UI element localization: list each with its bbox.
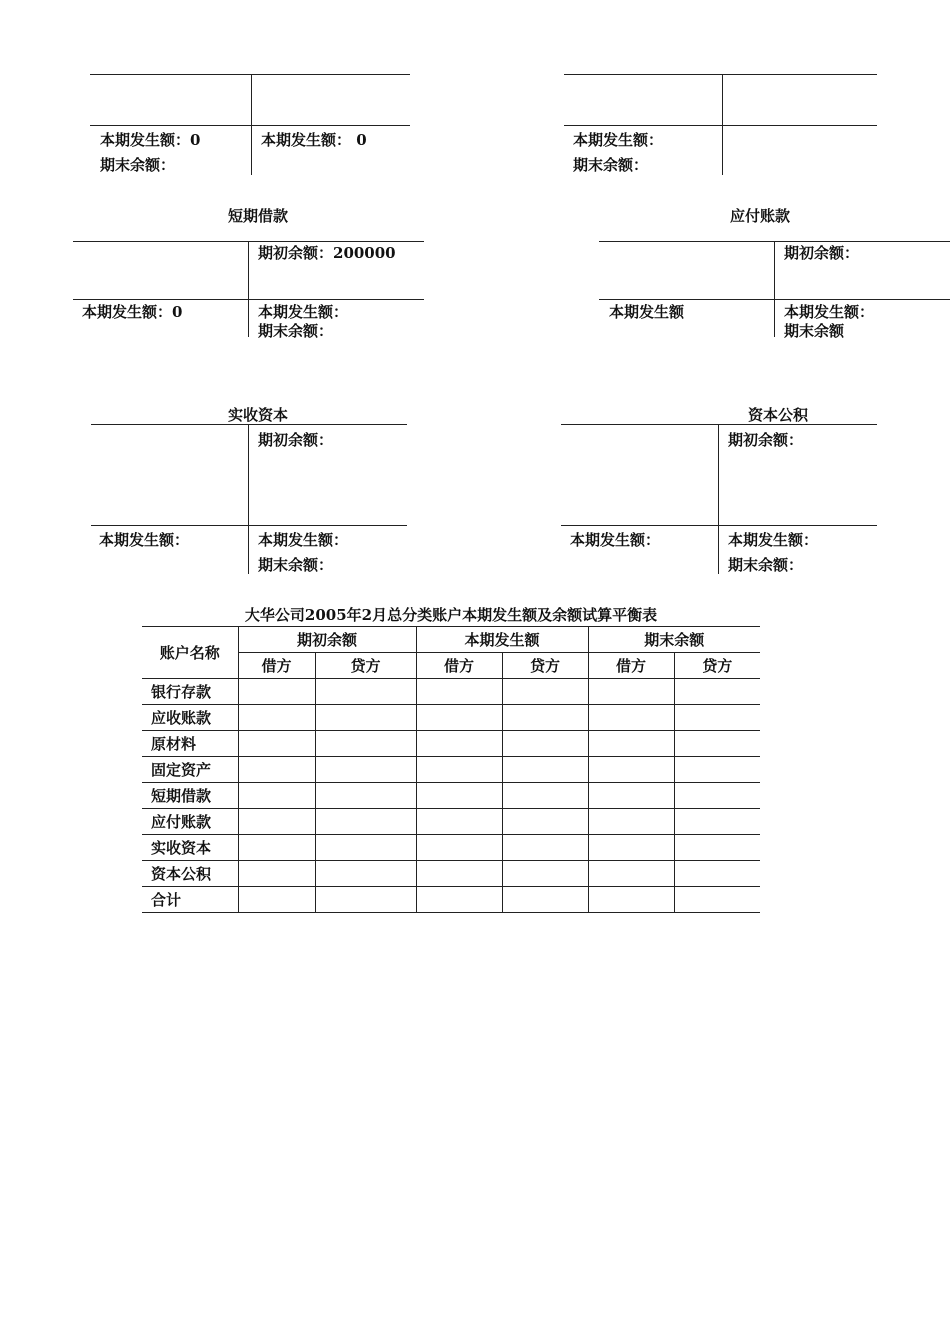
amount-cell <box>416 861 502 887</box>
amount-cell <box>238 731 315 757</box>
credit-opening-balance: 期初余额： <box>258 431 334 449</box>
account-name-cell: 银行存款 <box>142 679 238 705</box>
table-row <box>142 757 760 783</box>
amount-cell <box>588 835 674 861</box>
account-name-cell: 资本公积 <box>142 861 238 887</box>
sub-header-credit: 贷方 <box>502 653 588 679</box>
account-title: 实收资本 <box>227 406 288 424</box>
amount-cell <box>588 887 674 913</box>
table-row <box>142 705 760 731</box>
account-title: 短期借款 <box>227 207 288 225</box>
amount-cell <box>416 783 502 809</box>
t-top-line <box>564 74 877 75</box>
debit-current-amount: 本期发生额： <box>570 531 661 549</box>
account-title: 资本公积 <box>747 406 808 424</box>
amount-cell <box>416 809 502 835</box>
t-top-line <box>561 424 877 425</box>
credit-opening-balance: 期初余额： <box>784 244 860 262</box>
amount-cell <box>238 835 315 861</box>
amount-cell <box>674 783 760 809</box>
amount-cell <box>502 887 588 913</box>
table-row <box>142 731 760 757</box>
t-vertical-line <box>248 424 249 574</box>
amount-cell <box>238 705 315 731</box>
credit-ending-balance: 期末余额： <box>258 556 334 574</box>
debit-current-amount: 本期发生额： <box>99 531 190 549</box>
amount-cell <box>315 731 416 757</box>
debit-ending-balance: 期末余额： <box>573 156 649 174</box>
t-divider-line <box>91 525 407 526</box>
debit-current-amount: 本期发生额：0 <box>82 303 183 321</box>
group-header-ending: 期末余额 <box>588 627 760 653</box>
amount-cell <box>502 679 588 705</box>
amount-cell <box>315 679 416 705</box>
amount-cell <box>674 731 760 757</box>
credit-current-amount: 本期发生额： 0 <box>261 131 367 149</box>
amount-cell <box>588 783 674 809</box>
t-divider-line <box>561 525 877 526</box>
t-vertical-line <box>774 241 775 337</box>
amount-cell <box>315 809 416 835</box>
t-vertical-line <box>248 241 249 337</box>
amount-cell <box>588 757 674 783</box>
amount-cell <box>674 887 760 913</box>
amount-cell <box>674 861 760 887</box>
sub-header-debit: 借方 <box>588 653 674 679</box>
credit-opening-balance: 期初余额：200000 <box>258 244 396 262</box>
amount-cell <box>238 679 315 705</box>
amount-cell <box>674 835 760 861</box>
t-divider-line <box>73 299 424 300</box>
group-header-opening: 期初余额 <box>238 627 416 653</box>
amount-cell <box>674 679 760 705</box>
amount-cell <box>588 731 674 757</box>
sub-header-debit: 借方 <box>238 653 315 679</box>
credit-ending-balance: 期末余额 <box>784 322 845 340</box>
t-top-line <box>90 74 410 75</box>
credit-ending-balance: 期末余额： <box>258 322 334 340</box>
amount-cell <box>588 679 674 705</box>
table-row <box>142 783 760 809</box>
amount-cell <box>416 705 502 731</box>
amount-cell <box>416 679 502 705</box>
table-row <box>142 679 760 705</box>
amount-cell <box>416 887 502 913</box>
table-row <box>142 809 760 835</box>
amount-cell <box>238 809 315 835</box>
t-top-line <box>91 424 407 425</box>
account-name-header: 账户名称 <box>142 627 238 679</box>
t-divider-line <box>599 299 950 300</box>
sub-header-credit: 贷方 <box>674 653 760 679</box>
amount-cell <box>502 705 588 731</box>
credit-current-amount: 本期发生额： <box>784 303 875 321</box>
credit-current-amount: 本期发生额： <box>258 531 349 549</box>
debit-current-amount: 本期发生额 <box>609 303 685 321</box>
amount-cell <box>416 731 502 757</box>
amount-cell <box>674 705 760 731</box>
trial-balance-table <box>142 626 760 913</box>
sub-header-credit: 贷方 <box>315 653 416 679</box>
amount-cell <box>315 861 416 887</box>
trial-balance-title: 大华公司2005年2月总分类账户本期发生额及余额试算平衡表 <box>244 606 658 624</box>
account-name-cell: 应付账款 <box>142 809 238 835</box>
account-name-cell: 实收资本 <box>142 835 238 861</box>
amount-cell <box>674 809 760 835</box>
amount-cell <box>502 809 588 835</box>
amount-cell <box>502 835 588 861</box>
sub-header-debit: 借方 <box>416 653 502 679</box>
account-title: 应付账款 <box>729 207 790 225</box>
amount-cell <box>674 757 760 783</box>
t-divider-line <box>90 125 410 126</box>
account-name-cell: 应收账款 <box>142 705 238 731</box>
account-name-cell: 原材料 <box>142 731 238 757</box>
amount-cell <box>238 861 315 887</box>
table-row <box>142 861 760 887</box>
amount-cell <box>416 835 502 861</box>
amount-cell <box>315 887 416 913</box>
amount-cell <box>238 757 315 783</box>
amount-cell <box>315 783 416 809</box>
amount-cell <box>416 757 502 783</box>
debit-current-amount: 本期发生额：0 <box>100 131 201 149</box>
amount-cell <box>588 705 674 731</box>
debit-current-amount: 本期发生额： <box>573 131 664 149</box>
amount-cell <box>502 731 588 757</box>
t-vertical-line <box>718 424 719 574</box>
credit-opening-balance: 期初余额： <box>728 431 804 449</box>
amount-cell <box>588 809 674 835</box>
account-name-cell: 合计 <box>142 887 238 913</box>
account-name-cell: 固定资产 <box>142 757 238 783</box>
amount-cell <box>315 757 416 783</box>
amount-cell <box>502 783 588 809</box>
debit-ending-balance: 期末余额： <box>100 156 176 174</box>
amount-cell <box>238 783 315 809</box>
table-row <box>142 887 760 913</box>
account-name-cell: 短期借款 <box>142 783 238 809</box>
t-divider-line <box>564 125 877 126</box>
amount-cell <box>315 705 416 731</box>
credit-ending-balance: 期末余额： <box>728 556 804 574</box>
amount-cell <box>238 887 315 913</box>
credit-current-amount: 本期发生额： <box>728 531 819 549</box>
amount-cell <box>502 861 588 887</box>
amount-cell <box>315 835 416 861</box>
credit-current-amount: 本期发生额： <box>258 303 349 321</box>
amount-cell <box>588 861 674 887</box>
group-header-current: 本期发生额 <box>416 627 588 653</box>
amount-cell <box>502 757 588 783</box>
table-row <box>142 835 760 861</box>
